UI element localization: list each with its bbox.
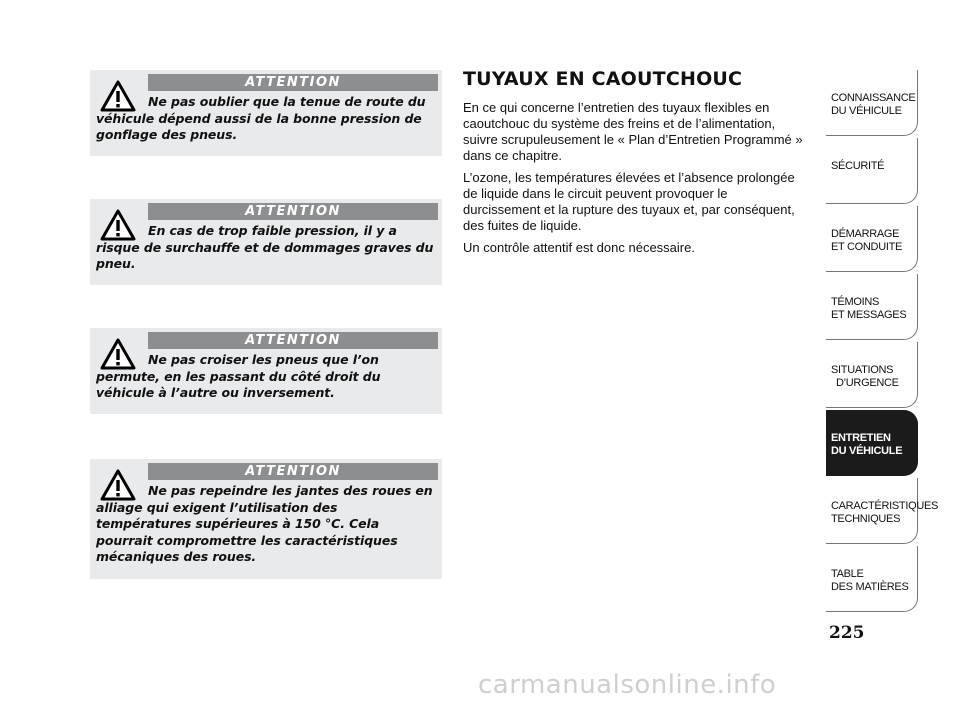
warning-box <box>90 459 442 579</box>
article-body <box>463 100 808 256</box>
tab-label: CONNAISSANCE <box>831 92 916 104</box>
paragraph: En ce qui concerne l’entretien des tuyaux flexibles en caoutchouc du système des freins et de l’alimentation, suivre scrupuleusement le « Plan d’Entretien Programmé » dans ce chapitre. <box>463 100 803 163</box>
tab-label: SÉCURITÉ <box>831 160 885 172</box>
article <box>463 68 808 262</box>
paragraph: L’ozone, les températures élevées et l’absence prolongée de liquide dans le circuit peuvent provoquer le durcissement et la rupture des tuyaux et, par conséquent, des fuites de liquide. <box>463 170 795 233</box>
tab-label: TABLE <box>831 568 864 580</box>
tab-label: CARACTÉRISTIQUES <box>831 500 939 512</box>
tab-label: DES MATIÈRES <box>831 581 909 593</box>
tab-securite[interactable] <box>826 138 918 204</box>
tab-label: TECHNIQUES <box>831 513 901 525</box>
tab-label: D’URGENCE <box>836 377 899 389</box>
tab-connaissance[interactable] <box>826 70 918 136</box>
section-title: TUYAUX EN CAOUTCHOUC <box>463 68 743 90</box>
warning-box <box>90 70 442 156</box>
tab-situations[interactable] <box>826 342 918 408</box>
warning-text: Ne pas oublier que la tenue de route du véhicule dépend aussi de la bonne pression de gonflage des pneus. <box>96 94 426 142</box>
warning-box <box>90 199 442 285</box>
warning-text: Ne pas repeindre les jantes des roues en alliage qui exigent l’utilisation des températures supérieures à 150 °C. Cela pourrait compromettre les caractéristiques mécaniques des roues. <box>96 483 433 564</box>
tab-label: DÉMARRAGE <box>831 228 900 240</box>
tab-temoins[interactable] <box>826 274 918 340</box>
tab-label: ET MESSAGES <box>831 309 907 321</box>
tab-label: DU VÉHICULE <box>831 445 903 457</box>
paragraph: Un contrôle attentif est donc nécessaire. <box>463 240 695 255</box>
tab-demarrage[interactable] <box>826 206 918 272</box>
tab-label: ENTRETIEN <box>831 432 891 444</box>
tab-label: DU VÉHICULE <box>831 105 902 117</box>
warning-header: ATTENTION <box>148 332 438 349</box>
tab-table[interactable] <box>826 546 918 612</box>
tab-caracteristiques[interactable] <box>826 478 939 544</box>
watermark: carmanualsonline.info <box>478 670 777 700</box>
tab-label: TÉMOINS <box>831 296 880 308</box>
warning-header: ATTENTION <box>148 203 438 220</box>
page-number: 225 <box>829 623 865 643</box>
warning-text: Ne pas croiser les pneus que l’on permute, en les passant du côté droit du véhicule à l’autre ou inversement. <box>96 352 381 400</box>
warning-header: ATTENTION <box>148 74 438 91</box>
warning-text: En cas de trop faible pression, il y a risque de surchauffe et de dommages graves du pneu. <box>96 223 434 271</box>
warning-box <box>90 328 442 414</box>
tab-label: ET CONDUITE <box>831 241 903 253</box>
tab-label: SITUATIONS <box>831 364 894 376</box>
warning-header: ATTENTION <box>148 463 438 480</box>
tab-entretien[interactable] <box>826 410 918 476</box>
